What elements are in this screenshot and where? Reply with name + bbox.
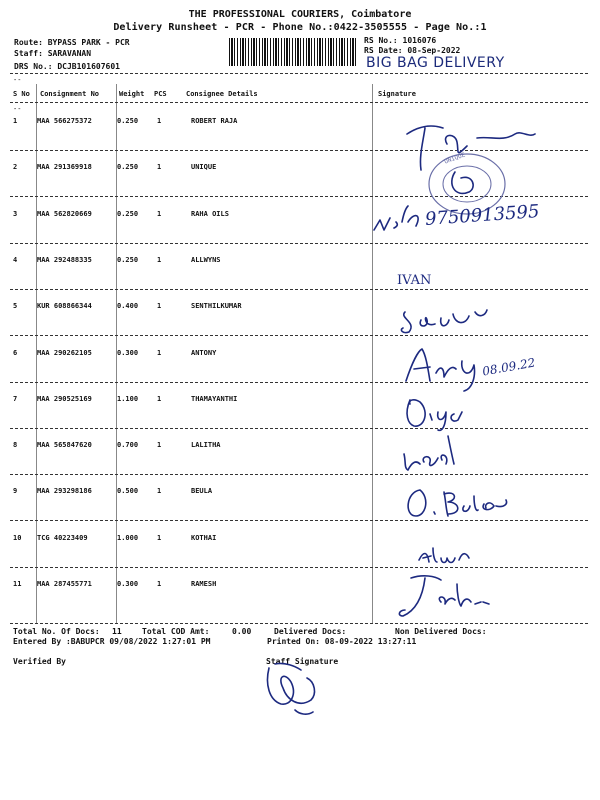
cell-consignee: RAHA OILS — [191, 210, 229, 218]
col-header-signature: Signature — [378, 90, 416, 98]
cell-consignment: MAA 565847620 — [37, 441, 92, 449]
total-cod-label: Total COD Amt: — [142, 627, 210, 636]
cell-sno: 2 — [13, 163, 18, 171]
cell-weight: 0.250 — [117, 256, 139, 264]
cell-sno: 10 — [13, 534, 22, 542]
cell-consignment: TCG 40223409 — [37, 534, 88, 542]
route-label: Route: BYPASS PARK - PCR — [14, 38, 130, 47]
column-divider — [372, 84, 373, 624]
drs-number: DRS No.: DCJB101607601 — [14, 62, 120, 71]
cell-weight: 0.250 — [117, 117, 139, 125]
rs-number: RS No.: 1016076 — [364, 36, 437, 45]
signature-row-5 — [395, 298, 505, 338]
cell-pcs: 1 — [157, 256, 162, 264]
cell-consignment: KUR 608866344 — [37, 302, 92, 310]
col-header-pcs: PCS — [154, 90, 167, 98]
cell-pcs: 1 — [157, 487, 162, 495]
divider — [10, 102, 588, 103]
barcode — [229, 38, 357, 66]
cell-consignee: ROBERT RAJA — [191, 117, 238, 125]
row-divider — [10, 243, 588, 244]
cell-consignment: MAA 291369918 — [37, 163, 92, 171]
non-delivered-docs-label: Non Delivered Docs: — [395, 627, 487, 636]
cell-weight: 0.500 — [117, 487, 139, 495]
divider-mark: -- — [13, 76, 22, 84]
cell-consignee: ANTONY — [191, 349, 217, 357]
cell-consignment: MAA 566275372 — [37, 117, 92, 125]
cell-consignee: ALLWYNS — [191, 256, 221, 264]
verified-by-label: Verified By — [13, 657, 66, 666]
cell-consignee: RAMESH — [191, 580, 217, 588]
cell-pcs: 1 — [157, 210, 162, 218]
cell-consignment: MAA 562820669 — [37, 210, 92, 218]
cell-weight: 0.400 — [117, 302, 139, 310]
cell-sno: 5 — [13, 302, 18, 310]
total-docs-value: 11 — [112, 627, 122, 636]
handwritten-date: 08.09.22 — [481, 355, 537, 379]
entered-by: Entered By :BABUPCR 09/08/2022 1:27:01 PM — [13, 637, 211, 646]
cell-weight: 0.300 — [117, 580, 139, 588]
cell-sno: 8 — [13, 441, 18, 449]
handwritten-name: IVAN — [397, 273, 432, 288]
cell-consignment: MAA 293298186 — [37, 487, 92, 495]
total-docs-label: Total No. Of Docs: — [13, 627, 100, 636]
signature-row-8 — [398, 432, 468, 477]
big-bag-delivery-stamp: BIG BAG DELIVERY — [366, 55, 505, 71]
cell-consignee: THAMAYANTHI — [191, 395, 238, 403]
cell-pcs: 1 — [157, 349, 162, 357]
cell-pcs: 1 — [157, 441, 162, 449]
col-header-consignee: Consignee Details — [186, 90, 258, 98]
rs-date: RS Date: 08-Sep-2022 — [364, 46, 461, 55]
cell-weight: 0.250 — [117, 163, 139, 171]
row-divider — [10, 428, 588, 429]
cell-pcs: 1 — [157, 580, 162, 588]
cell-sno: 11 — [13, 580, 22, 588]
divider — [10, 73, 588, 74]
cell-pcs: 1 — [157, 395, 162, 403]
cell-consignee: KOTHAI — [191, 534, 217, 542]
cell-pcs: 1 — [157, 163, 162, 171]
staff-signature — [255, 660, 335, 720]
col-header-consignment: Consignment No — [40, 90, 100, 98]
handwritten-phone: 9750913595 — [424, 201, 541, 230]
cell-consignment: MAA 290262105 — [37, 349, 92, 357]
row-divider — [10, 567, 588, 568]
col-header-weight: Weight — [119, 90, 145, 98]
cell-consignment: MAA 292488335 — [37, 256, 92, 264]
staff-label: Staff: SARAVANAN — [14, 49, 92, 58]
cell-weight: 0.300 — [117, 349, 139, 357]
cell-weight: 1.100 — [117, 395, 139, 403]
signature-row-7 — [400, 390, 490, 435]
cell-consignment: MAA 290525169 — [37, 395, 92, 403]
col-header-sno: S No — [13, 90, 30, 98]
cell-consignment: MAA 287455771 — [37, 580, 92, 588]
row-divider — [10, 289, 588, 290]
cell-sno: 9 — [13, 487, 18, 495]
cell-weight: 1.000 — [117, 534, 139, 542]
cell-pcs: 1 — [157, 117, 162, 125]
cell-consignee: LALITHA — [191, 441, 221, 449]
cell-weight: 0.700 — [117, 441, 139, 449]
document-subtitle: Delivery Runsheet - PCR - Phone No.:0422-3505555 - Page No.:1 — [113, 22, 487, 33]
cell-sno: 6 — [13, 349, 18, 357]
cell-consignee: UNIQUE — [191, 163, 217, 171]
divider-mark: -- — [13, 105, 22, 113]
signature-row-9 — [400, 482, 530, 527]
cell-weight: 0.250 — [117, 210, 139, 218]
cell-sno: 7 — [13, 395, 18, 403]
divider — [10, 623, 588, 624]
signature-row-10 — [415, 540, 485, 570]
cell-pcs: 1 — [157, 534, 162, 542]
cell-consignee: SENTHILKUMAR — [191, 302, 242, 310]
document-title: THE PROFESSIONAL COURIERS, Coimbatore — [188, 9, 412, 20]
total-cod-value: 0.00 — [232, 627, 252, 636]
signature-row-11 — [395, 572, 505, 622]
row-divider — [10, 474, 588, 475]
cell-consignee: BEULA — [191, 487, 213, 495]
printed-on: Printed On: 08-09-2022 13:27:11 — [267, 637, 417, 646]
cell-sno: 1 — [13, 117, 18, 125]
cell-sno: 3 — [13, 210, 18, 218]
company-seal-text: UNIQUE — [443, 151, 467, 166]
cell-sno: 4 — [13, 256, 18, 264]
cell-pcs: 1 — [157, 302, 162, 310]
staff-signature-label: Staff Signature — [266, 657, 339, 666]
delivered-docs-label: Delivered Docs: — [274, 627, 347, 636]
